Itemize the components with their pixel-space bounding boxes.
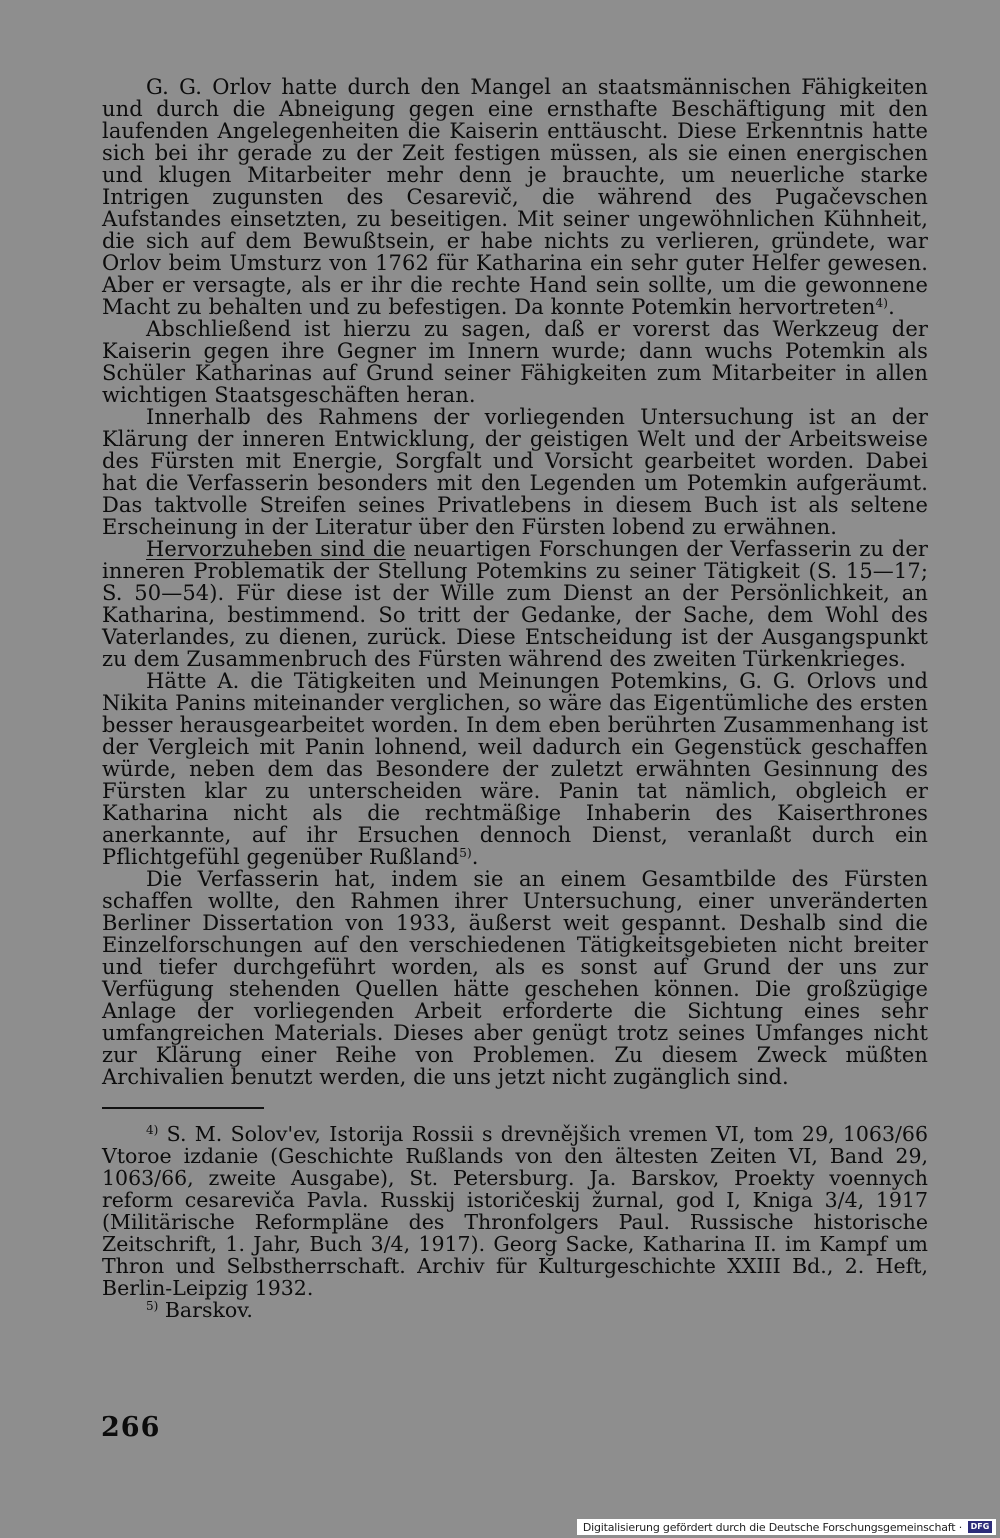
- footnote-4-mark: 4): [146, 1123, 159, 1137]
- paragraph-5-end: .: [471, 845, 479, 869]
- paragraph-4-text: neuartigen Forschungen der Verfasserin zu der inneren Problematik der Stellung Potemkins zu seiner Tätigkeit (S. 15—17; S. 50—54). Für diese ist der Wille zum Dienst an der Persönlichkeit, an Katharina, bestimmend. So tritt der Gedanke, der Sache, dem Wohl des Vaterlandes, zu dienen, zurück. Diese Entscheidung ist der Ausgangspunkt zu dem Zusammenbruch des Fürsten während des zweiten Türkenkrieges.: [102, 537, 928, 671]
- paragraph-4-underlined-lead: Hervorzuheben sind die: [146, 537, 406, 561]
- footnote-4: [102, 1123, 928, 1299]
- footnote-ref-5[interactable]: 5): [459, 846, 472, 860]
- paragraph-6-text: Die Verfasserin hat, indem sie an einem Gesamtbilde des Fürsten schaffen wollte, den Rahmen ihrer Untersuchung, einer unveränderten Berliner Dissertation von 1933, äußerst weit gespannt. Deshalb sind die Einzelforschungen auf den verschiedenen Tätigkeitsgebieten nicht breiter und tiefer durchgeführt worden, als es sonst auf Grund der uns zur Verfügung stehenden Quellen hätte geschehen können. Die großzügige Anlage der vorliegenden Arbeit erforderte die Sichtung eines sehr umfangreichen Materials. Dieses aber genügt trotz seines Umfanges nicht zur Klärung einer Reihe von Problemen. Zu diesem Zweck müßten Archivalien benutzt werden, die uns jetzt nicht zugänglich sind.: [102, 867, 928, 1089]
- footnote-5-text: Barskov.: [164, 1298, 253, 1322]
- paragraph-1-end: .: [888, 295, 895, 319]
- footnote-4-text: S. M. Solov'ev, Istorija Rossii s drevnějšich vremen VI, tom 29, 1063/66 Vtoroe izdanie (Geschichte Rußlands von den ältesten Zeiten VI, Band 29, 1063/66, zweite Ausgabe), St. Petersburg. Ja. Barskov, Proekty voennych reform cesareviča Pavla. Russkij istoričeskij žurnal, god I, Kniga 3/4, 1917 (Militärische Reformpläne des Thronfolgers Paul. Russische historische Zeitschrift, 1. Jahr, Buch 3/4, 1917). Georg Sacke, Katharina II. im Kampf um Thron und Selbstherrschaft. Archiv für Kulturgeschichte XXIII Bd., 2. Heft, Berlin-Leipzig 1932.: [102, 1122, 928, 1300]
- dfg-logo-icon: DFG: [968, 1521, 992, 1533]
- digitization-footer: [577, 1519, 996, 1535]
- footer-text: Digitalisierung gefördert durch die Deutsche Forschungsgemeinschaft ·: [582, 1520, 962, 1534]
- paragraph-4: [102, 538, 928, 670]
- paragraph-1: [102, 76, 928, 318]
- footnote-divider: [102, 1107, 264, 1109]
- paragraph-6: [102, 868, 928, 1088]
- paragraph-3: Innerhalb des Rahmens der vorliegenden Untersuchung ist an der Klärung der inneren Entwicklung, der geistigen Welt und der Arbeitsweise des Fürsten mit Energie, Sorgfalt und Vorsicht gearbeitet worden. Dabei hat die Verfasserin besonders mit den Legenden um Potemkin aufgeräumt. Das taktvolle Streifen seines Privatlebens in diesem Buch ist als seltene Erscheinung in der Literatur über den Fürsten lobend zu erwähnen.: [102, 405, 928, 539]
- footnote-ref-4[interactable]: 4): [875, 296, 889, 310]
- page-body: [102, 76, 928, 1321]
- footnote-5: [102, 1299, 928, 1321]
- paragraph-5: Hätte A. die Tätigkeiten und Meinungen Potemkins, G. G. Orlovs und Nikita Panins miteinander verglichen, so wäre das Eigentümliche des ersten besser herausgearbeitet worden. In dem eben berührten Zusammenhang ist der Vergleich mit Panin lohnend, weil dadurch ein Gegenstück geschaffen würde, neben dem das Besondere der zuletzt erwähnten Gesinnung des Fürsten klar zu unterscheiden wäre. Panin tat nämlich, obgleich er Katharina nicht als die rechtmäßige Inhaberin des Kaiserthrones anerkannte, auf ihr Ersuchen dennoch Dienst, veranlaßt durch ein Pflichtgefühl gegenüber Rußland$^{5)}$.: [102, 669, 928, 869]
- paragraph-2: Abschließend ist hierzu zu sagen, daß er vorerst das Werkzeug der Kaiserin gegen ihre Gegner im Innern wurde; dann wuchs Potemkin als Schüler Katharinas auf Grund seiner Fähigkeiten zum Mitarbeiter in allen wichtigen Staatsgeschäften heran.: [102, 317, 928, 407]
- footnote-5-mark: 5): [146, 1299, 159, 1313]
- paragraph-1-text: G. G. Orlov hatte durch den Mangel an staatsmännischen Fähigkeiten und durch die Abneigung gegen eine ernsthafte Beschäftigung mit den laufenden Angelegenheiten die Kaiserin enttäuscht. Diese Erkenntnis hatte sich bei ihr gerade zu der Zeit festigen müssen, als sie einen energischen und klugen Mitarbeiter mehr denn je brauchte, um neuerliche starke Intrigen zugunsten des Cesarevič, die während des Pugačevschen Aufstandes einsetzten, zu beseitigen. Mit seiner ungewöhnlichen Kühnheit, die sich auf dem Bewußtsein, er habe nichts zu verlieren, gründete, war Orlov beim Umsturz von 1762 für Katharina ein sehr guter Helfer gewesen. Aber er versagte, als er ihr die rechte Hand sein sollte, um die gewonnene Macht zu behalten und zu befestigen. Da konnte Potemkin hervortreten: [102, 75, 928, 319]
- page-number: 266: [101, 1412, 161, 1443]
